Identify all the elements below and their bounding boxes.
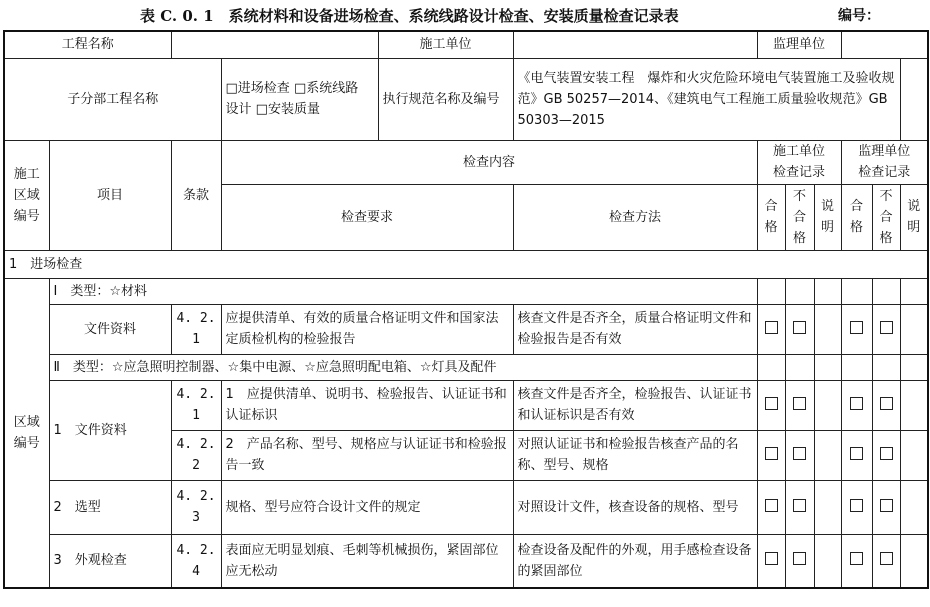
construction-pass-checkbox[interactable] xyxy=(765,499,778,512)
type-1-materials: Ⅰ 类型：☆材料 xyxy=(49,278,757,304)
type-row-1 xyxy=(4,278,928,304)
row-item: 文件资料 xyxy=(49,304,171,354)
supervision-pass-header: 合 格 xyxy=(841,184,872,250)
row-requirement: 2 产品名称、型号、规格应与认证证书和检验报告一致 xyxy=(221,430,513,480)
construction-note-cell[interactable] xyxy=(814,304,841,354)
construction-pass-checkbox[interactable] xyxy=(765,397,778,410)
supervision-fail-checkbox[interactable] xyxy=(880,499,893,512)
construction-pass-header: 合 格 xyxy=(757,184,785,250)
construction-fail-checkbox[interactable] xyxy=(793,397,806,410)
construction-fail-checkbox[interactable] xyxy=(793,499,806,512)
document-title-bar xyxy=(0,3,930,29)
construction-note-cell[interactable] xyxy=(814,430,841,480)
row-clause: 4. 2. 1 xyxy=(171,304,221,354)
record-number-label: 编号： xyxy=(838,8,880,24)
inspection-record-table xyxy=(3,30,929,589)
project-name-row xyxy=(4,31,928,58)
construction-pass-checkbox[interactable] xyxy=(765,447,778,460)
check-option-entry[interactable]: □进场检查 xyxy=(225,81,290,96)
supervision-fail-checkbox[interactable] xyxy=(880,321,893,334)
supervision-pass-checkbox[interactable] xyxy=(850,447,863,460)
construction-fail-checkbox[interactable] xyxy=(793,321,806,334)
area-code-cell: 区域 编号 xyxy=(4,278,49,588)
construction-note-header: 说 明 xyxy=(814,184,841,250)
subproject-name-label: 子分部工程名称 xyxy=(4,58,221,140)
row-requirement: 1 应提供清单、说明书、检验报告、认证证书和认证标识 xyxy=(221,380,513,430)
check-type-options-line-2 xyxy=(226,99,374,120)
type-row-2 xyxy=(4,354,928,380)
check-content-header: 检查内容 xyxy=(221,140,757,184)
construction-unit-label: 施工单位 xyxy=(378,31,513,58)
row-method: 核查文件是否齐全，质量合格证明文件和检验报告是否有效 xyxy=(513,304,757,354)
supervision-unit-label: 监理单位 xyxy=(757,31,841,58)
supervision-pass-checkbox[interactable] xyxy=(850,552,863,565)
supervision-fail-header: 不 合 格 xyxy=(872,184,900,250)
clause-header: 条款 xyxy=(171,140,221,250)
construction-fail-checkbox[interactable] xyxy=(793,447,806,460)
check-type-options-line-1 xyxy=(226,78,374,99)
type-2-lighting-equipment: Ⅱ 类型：☆应急照明控制器、☆集中电源、☆应急照明配电箱、☆灯具及配件 xyxy=(49,354,757,380)
supervision-note-cell[interactable] xyxy=(900,480,928,534)
table-row xyxy=(4,534,928,588)
section-title-entry-check: 1 进场检查 xyxy=(4,250,928,278)
construction-record-header: 施工单位 检查记录 xyxy=(757,140,841,184)
project-name-label: 工程名称 xyxy=(4,31,171,58)
construction-pass-checkbox[interactable] xyxy=(765,321,778,334)
spec-value: 《电气装置安装工程 爆炸和火灾危险环境电气装置施工及验收规范》GB 50257—2014、《建筑电气工程施工质量验收规范》GB 50303—2015 xyxy=(513,58,900,140)
spec-label: 执行规范名称及编号 xyxy=(378,58,513,140)
supervision-record-header: 监理单位 检查记录 xyxy=(841,140,928,184)
supervision-fail-checkbox[interactable] xyxy=(880,397,893,410)
supervision-pass-checkbox[interactable] xyxy=(850,321,863,334)
row-clause: 4. 2. 1 xyxy=(171,380,221,430)
row-clause: 4. 2. 3 xyxy=(171,480,221,534)
check-option-design-suffix: 设计 xyxy=(225,102,252,117)
supervision-fail-checkbox[interactable] xyxy=(880,552,893,565)
construction-unit-value[interactable] xyxy=(513,31,757,58)
construction-fail-header: 不 合 格 xyxy=(785,184,814,250)
table-row xyxy=(4,480,928,534)
table-row xyxy=(4,380,928,430)
row-method: 检查设备及配件的外观，用手感检查设备的紧固部位 xyxy=(513,534,757,588)
row-method: 对照认证证书和检验报告核查产品的名称、型号、规格 xyxy=(513,430,757,480)
row-item: 2 选型 xyxy=(49,480,171,534)
row-method: 对照设计文件，核查设备的规格、型号 xyxy=(513,480,757,534)
construction-pass-checkbox[interactable] xyxy=(765,552,778,565)
project-name-value[interactable] xyxy=(171,31,378,58)
construction-note-cell[interactable] xyxy=(814,380,841,430)
item-header: 项目 xyxy=(49,140,171,250)
row-method: 核查文件是否齐全，检验报告、认证证书和认证标识是否有效 xyxy=(513,380,757,430)
document-title: 表 C. 0. 1 系统材料和设备进场检查、系统线路设计检查、安装质量检查记录表 xyxy=(140,7,679,25)
check-option-line-design[interactable]: □系统线路 xyxy=(293,81,359,96)
construction-note-cell[interactable] xyxy=(814,480,841,534)
row-item: 1 文件资料 xyxy=(49,380,171,480)
table-row xyxy=(4,304,928,354)
construction-fail-checkbox[interactable] xyxy=(793,552,806,565)
check-type-options xyxy=(221,58,378,140)
row-requirement: 应提供清单、有效的质量合格证明文件和国家法定质检机构的检验报告 xyxy=(221,304,513,354)
row-item: 3 外观检查 xyxy=(49,534,171,588)
supervision-note-cell[interactable] xyxy=(900,534,928,588)
row-requirement: 规格、型号应符合设计文件的规定 xyxy=(221,480,513,534)
area-code-header: 施工 区域 编号 xyxy=(4,140,49,250)
supervision-unit-value[interactable] xyxy=(841,31,928,58)
column-header-row-1 xyxy=(4,140,928,184)
requirement-header: 检查要求 xyxy=(221,184,513,250)
method-header: 检查方法 xyxy=(513,184,757,250)
supervision-note-header: 说 明 xyxy=(900,184,928,250)
row-clause: 4. 2. 4 xyxy=(171,534,221,588)
supervision-pass-checkbox[interactable] xyxy=(850,397,863,410)
section-row xyxy=(4,250,928,278)
supervision-pass-checkbox[interactable] xyxy=(850,499,863,512)
row-requirement: 表面应无明显划痕、毛刺等机械损伤，紧固部位应无松动 xyxy=(221,534,513,588)
supervision-note-cell[interactable] xyxy=(900,380,928,430)
subproject-row xyxy=(4,58,928,140)
supervision-fail-checkbox[interactable] xyxy=(880,447,893,460)
construction-note-cell[interactable] xyxy=(814,534,841,588)
row-clause: 4. 2. 2 xyxy=(171,430,221,480)
supervision-note-cell[interactable] xyxy=(900,304,928,354)
supervision-note-cell[interactable] xyxy=(900,430,928,480)
check-option-install[interactable]: □安装质量 xyxy=(255,102,320,117)
